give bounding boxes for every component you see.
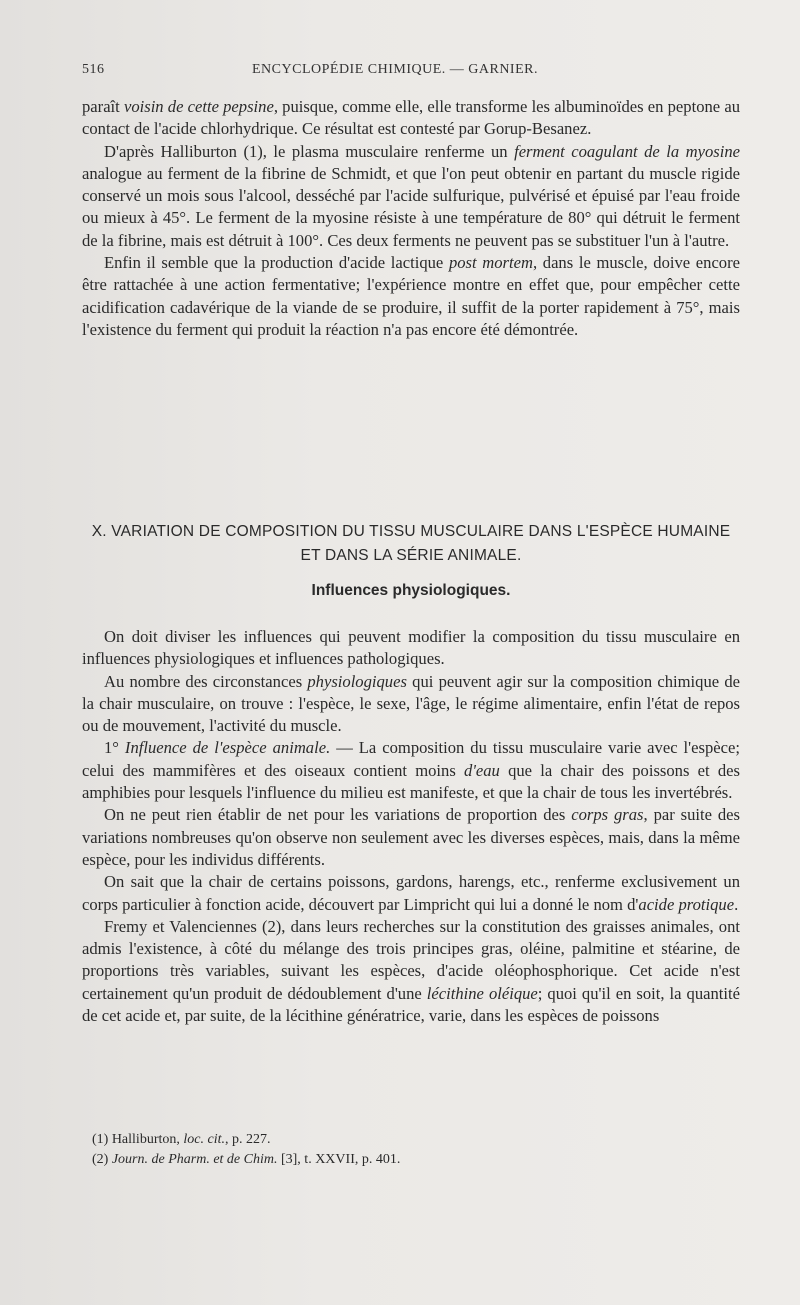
footnote: (2) Journ. de Pharm. et de Chim. [3], t. XXVII, p. 401. [92,1152,401,1167]
paragraph: Enfin il semble que la production d'acide lactique post mortem, dans le muscle, doive encore être rattachée à une action fermentative; l'expérience montre en effet que, pour empêcher cette acidification cadavérique de la viande de se produire, il suffit de la porter rapidement à 75°, mais l'existence du ferment qui produit la réaction n'a pas encore été démontrée. [82,253,740,339]
intro-text [82,96,740,341]
paragraph: On doit diviser les influences qui peuvent modifier la composition du tissu musculaire en influences physiologiques et influences pathologiques. [82,627,740,669]
paragraph: D'après Halliburton (1), le plasma musculaire renferme un ferment coagulant de la myosine analogue au ferment de la fibrine de Schmidt, et que l'on peut obtenir en partant du muscle rigide conservé un mois sous l'alcool, desséché par l'acide sulfurique, pulvérisé et épuisé par l'eau froide ou mieux à 45°. Le ferment de la myosine résiste à une température de 80° qui détruit le ferment de la fibrine, mais est détruit à 100°. Ces deux ferments ne peuvent pas se substituer l'un à l'autre. [82,141,740,250]
paragraph: Au nombre des circonstances physiologiques qui peuvent agir sur la composition chimique de la chair musculaire, on trouve : l'espèce, le sexe, l'âge, le régime alimentaire, enfin l'état de repos ou de mouvement, l'activité du muscle. [82,671,740,736]
paragraph: On ne peut rien établir de net pour les variations de proportion des corps gras, par suite des variations nombreuses qu'on observe non seulement avec les diverses espèces, mais, dans la même espèce, pour les individus différents. [82,805,740,869]
paragraph: Fremy et Valenciennes (2), dans leurs recherches sur la constitution des graisses animales, ont admis l'existence, à côté du mélange des trois principes gras, oléine, palmitine et stéarine, de proportions très variables, suivant les espèces, d'acide oléophosphorique. Cet acide n'est certainement qu'un produit de dédoublement d'une lécithine oléique; quoi qu'il en soit, la quantité de cet acide et, par suite, de la lécithine génératrice, varie, dans les espèces de poissons [82,916,740,1026]
section-title: X. VARIATION DE COMPOSITION DU TISSU MUSCULAIRE DANS L'ESPÈCE HUMAINE ET DANS LA SÉRIE ANIMALE. [91,523,731,564]
body-text [82,626,740,1027]
paragraph: 1° Influence de l'espèce animale. — La composition du tissu musculaire varie avec l'espèce; celui des mammifères et des oiseaux contient moins d'eau que la chair des poissons et des amphibies pour lesquels l'influence du milieu est manifeste, et que la chair de tous les invertébrés. [82,738,740,803]
running-title: ENCYCLOPÉDIE CHIMIQUE. — GARNIER. [252,62,538,77]
paragraph: paraît voisin de cette pepsine, puisque, comme elle, elle transforme les albuminoïdes en peptone au contact de l'acide chlorhydrique. Ce résultat est contesté par Gorup-Besanez. [82,97,740,139]
page-number: 516 [82,62,105,77]
footnotes [92,1130,732,1170]
paragraph: On sait que la chair de certains poissons, gardons, harengs, etc., renferme exclusivement un corps particulier à fonction acide, découvert par Limpricht qui lui a donné le nom d'acide protique. [82,872,740,914]
footnote: (1) Halliburton, loc. cit., p. 227. [92,1132,271,1147]
section-subtitle: Influences physiologiques. [311,582,511,599]
